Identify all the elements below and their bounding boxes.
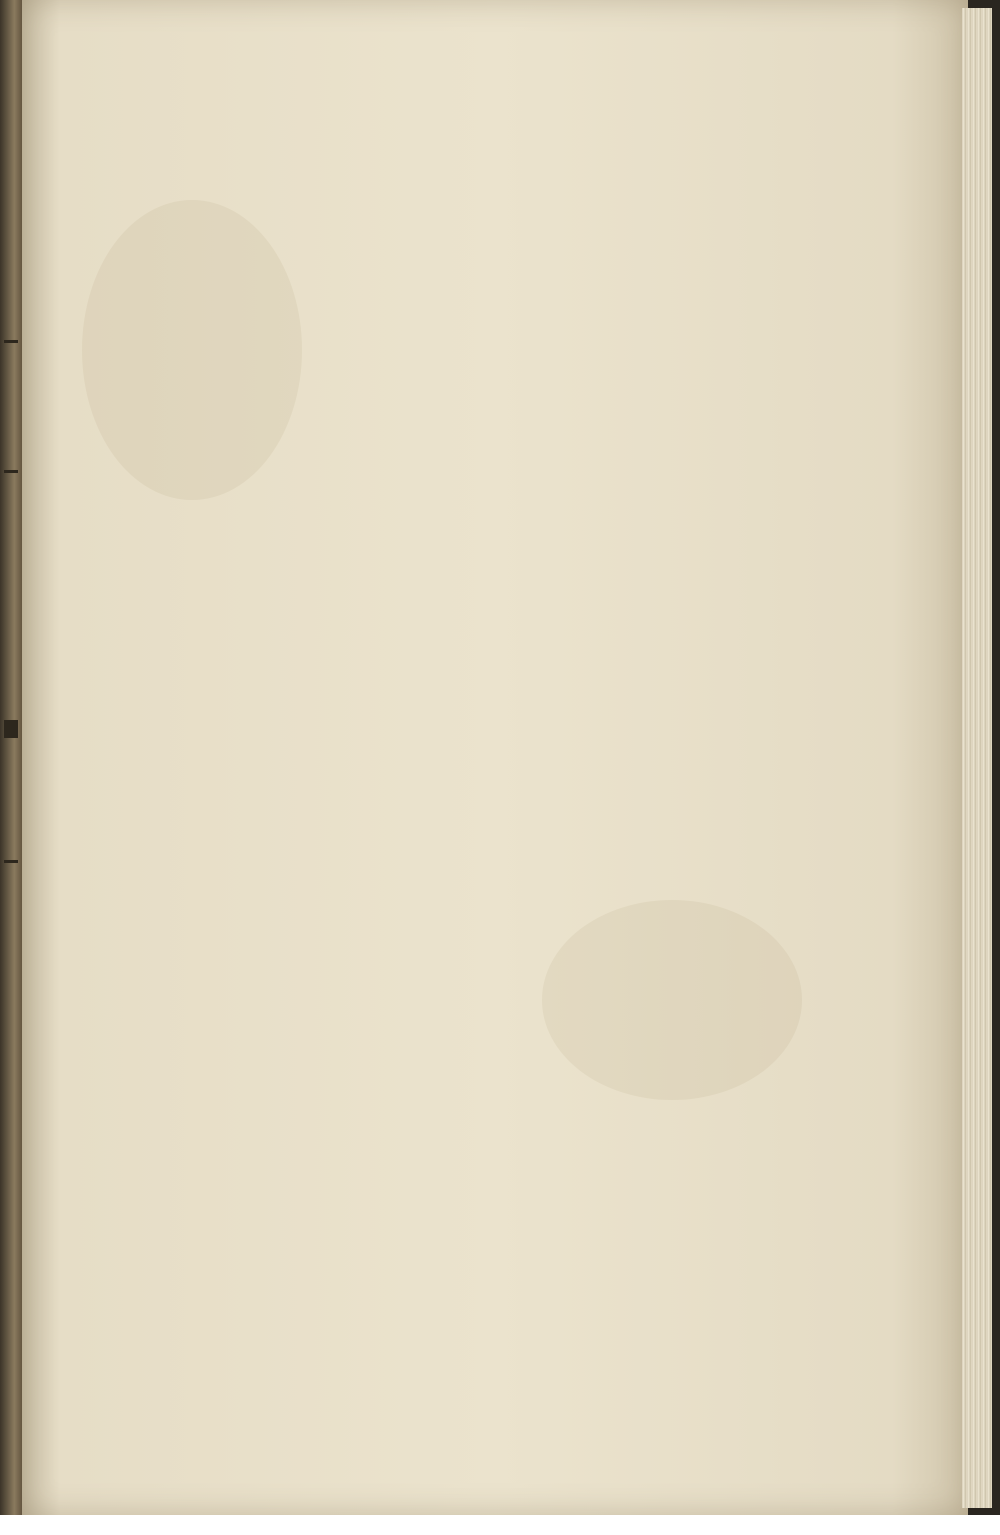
facing-page-edge <box>0 0 24 1515</box>
page-header <box>22 78 968 102</box>
paper-stain <box>542 900 802 1100</box>
facing-page-text-mark <box>4 860 18 863</box>
facing-page-text-mark <box>4 470 18 473</box>
dfg-logo <box>974 1518 994 1531</box>
facing-page-text-mark <box>4 340 18 343</box>
book-page <box>22 0 968 1515</box>
page-stack-edges <box>962 8 992 1508</box>
paper-stain <box>82 200 302 500</box>
facing-page-text-mark <box>4 720 18 738</box>
viewer-footer-bar <box>0 1515 1000 1535</box>
